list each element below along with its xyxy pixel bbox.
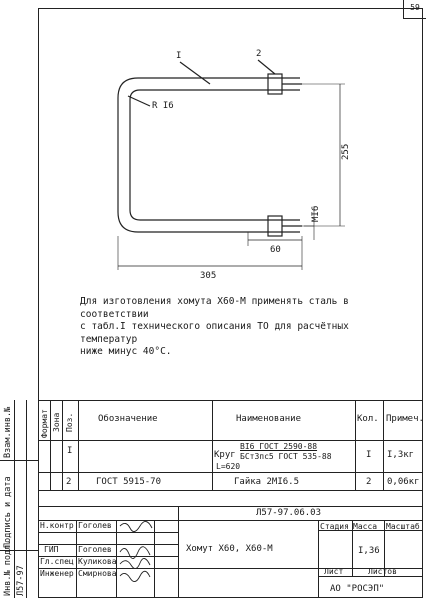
organization: АО "РОСЭП" <box>330 584 385 594</box>
row2-qty: 2 <box>366 477 372 487</box>
role-gip: ГИП <box>44 545 59 554</box>
note-line-3: ниже минус 40°С. <box>80 346 172 357</box>
role-engineer: Инженер <box>40 569 74 578</box>
header-qty: Кол. <box>357 414 379 424</box>
inv-orig-label: Инв.№ подл. <box>3 539 13 596</box>
sheet-label: Лист <box>324 567 344 576</box>
row1-name-line1: BI6 ГОСТ 2590-88 <box>240 442 318 451</box>
row1-qty: I <box>366 450 372 460</box>
note-line-2: с табл.I технического описания ТО для расчётных температур <box>80 321 349 345</box>
height-dim-label: 255 <box>341 143 351 160</box>
side-stamp <box>0 400 38 598</box>
technical-note <box>80 296 410 359</box>
header-zone: Зона <box>52 412 61 432</box>
name-glspec: Куликова <box>78 557 117 566</box>
scale-label: Масштаб <box>386 522 420 531</box>
row1-name-line2: БСт3пс5 ГОСТ 535-88 <box>240 452 332 461</box>
header-note: Примеч. <box>386 414 424 424</box>
thread-length-label: 60 <box>270 245 281 255</box>
width-dim-label: 305 <box>200 271 217 281</box>
row2-pos: 2 <box>66 477 72 487</box>
header-pos: Поз. <box>65 412 74 432</box>
header-name: Наименование <box>236 414 302 424</box>
row1-pos: I <box>67 446 73 456</box>
sheet-number: 59 <box>403 0 426 19</box>
radius-label: R I6 <box>152 101 174 111</box>
row1-name-line3: L=620 <box>216 462 241 471</box>
doc-code: Л57-97.06.03 <box>256 508 322 518</box>
mass-value: I,36 <box>358 546 380 556</box>
mass-label: Масса <box>353 522 378 531</box>
role-nkontr: Н.контр <box>40 521 74 530</box>
name-engineer: Смирнова <box>78 569 117 578</box>
inv-dup-label: Взам.инв.№ <box>3 406 13 458</box>
row1-note: I,3кг <box>387 450 415 460</box>
row2-name: Гайка 2MI6.5 <box>234 477 300 487</box>
header-format: Формат <box>40 409 49 438</box>
note-line-1: Для изготовления хомута Х60-М применять сталь в соответствии <box>80 296 349 320</box>
signature-marks <box>118 518 154 582</box>
thread-label: MI6 <box>311 205 321 222</box>
stage-label: Стадия <box>320 522 349 531</box>
sign-date-label: Подпись и дата <box>3 476 13 548</box>
name-nkontr: Гоголев <box>78 521 112 530</box>
row1-name-prefix: Круг <box>214 450 236 460</box>
u-bolt-outer <box>118 78 300 232</box>
row2-designation: ГОСТ 5915-70 <box>96 477 162 487</box>
nut-top <box>268 74 282 94</box>
role-glspec: Гл.спец <box>40 557 74 566</box>
doc-title: Хомут Х60, Х60-М <box>186 544 273 554</box>
nut-bottom <box>268 216 282 236</box>
clamp-drawing <box>0 0 427 300</box>
pos1-label: I <box>176 51 182 61</box>
side-code: Л57-97 <box>16 565 26 596</box>
header-designation: Обозначение <box>98 414 158 424</box>
pos2-label: 2 <box>256 49 262 59</box>
row2-note: 0,06кг <box>387 477 420 487</box>
name-gip: Гоголев <box>78 545 112 554</box>
sheets-label: Листов <box>368 567 397 576</box>
